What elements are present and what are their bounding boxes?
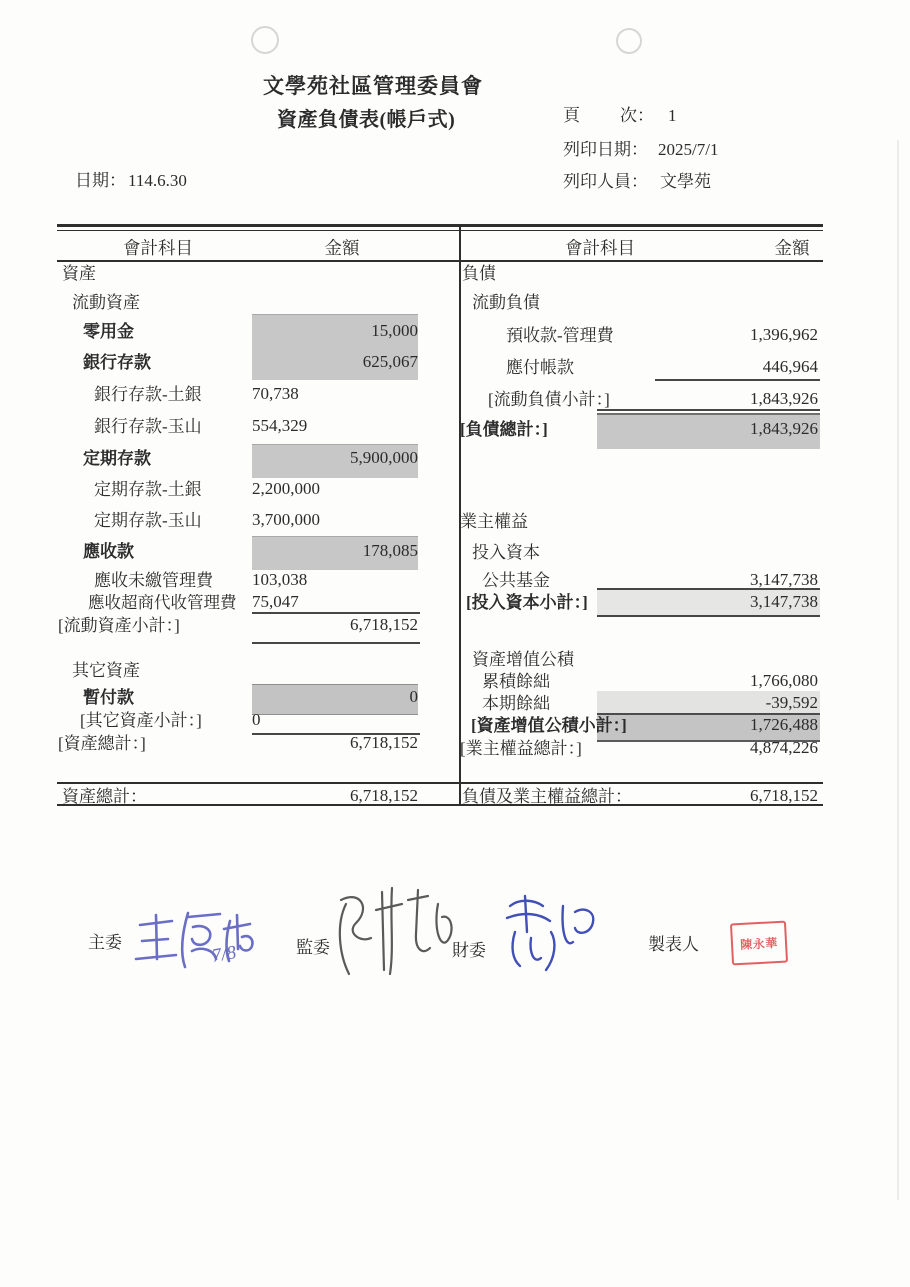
- underline-current-asset-subtotal: [252, 642, 420, 644]
- account-label: [其它資產小計：]: [80, 711, 202, 730]
- account-label: 資產增值公積: [472, 650, 574, 669]
- punch-hole-right: [616, 28, 642, 54]
- account-label: 業主權益: [460, 512, 528, 531]
- amount-value: 1,396,962: [750, 325, 818, 344]
- underline-accounts-payable: [655, 379, 820, 381]
- account-label: [流動資產小計：]: [58, 616, 180, 635]
- account-label: 定期存款: [83, 449, 151, 468]
- account-label: [負債總計：]: [460, 420, 548, 439]
- amount-value: 3,147,738: [750, 592, 818, 611]
- account-label: [流動負債小計：]: [488, 390, 610, 409]
- account-label: 應收超商代收管理費: [88, 593, 237, 612]
- amount-value: 0: [409, 687, 418, 706]
- amount-value: 6,718,152: [350, 615, 418, 634]
- page-number-value: 1: [668, 106, 677, 125]
- account-label: 預收款-管理費: [506, 326, 614, 345]
- underline-current-liability-subtotal: [597, 409, 820, 411]
- amount-value: 103,038: [252, 570, 308, 589]
- preparer-label: 製表人: [648, 935, 699, 954]
- liab-equity-total-value: 6,718,152: [750, 786, 818, 805]
- account-label: 資產: [62, 264, 96, 283]
- account-label: 銀行存款: [83, 353, 151, 372]
- amount-value: 70,738: [252, 384, 299, 403]
- print-date-value: 2025/7/1: [658, 140, 719, 159]
- amount-value: -39,592: [765, 693, 818, 712]
- preparer-stamp: [730, 921, 788, 966]
- page-number-label: 次：: [620, 106, 654, 125]
- account-label: 定期存款-玉山: [94, 511, 202, 530]
- liab-equity-total-label: 負債及業主權益總計：: [462, 787, 632, 806]
- account-label: 公共基金: [482, 571, 550, 590]
- column-header-amount-right: 金額: [774, 238, 810, 258]
- table-top-border-outer: [57, 224, 823, 227]
- column-header-amount-left: 金額: [324, 238, 360, 258]
- account-label: [資產增值公積小計：]: [471, 716, 627, 735]
- account-label: 本期餘絀: [482, 694, 550, 713]
- supervisor-signature: [330, 878, 470, 988]
- supervisor-label: 監委: [296, 938, 330, 957]
- underline-receivable-store: [252, 612, 420, 614]
- amount-value: 3,147,738: [750, 570, 818, 589]
- account-label: 應付帳款: [506, 358, 574, 377]
- account-label: 銀行存款-玉山: [94, 417, 202, 436]
- chair-signature-note: 7/8: [210, 942, 238, 967]
- amount-value: 75,047: [252, 592, 299, 611]
- amount-value: 554,329: [252, 416, 308, 435]
- account-label: [資產總計：]: [58, 734, 146, 753]
- print-user-value: 文學苑: [660, 172, 711, 191]
- print-date-label: 列印日期：: [563, 140, 648, 159]
- scan-paper-edge: [897, 140, 899, 1200]
- account-label: 流動資產: [72, 293, 140, 312]
- preparer-stamp-text: 陳永華: [739, 935, 779, 952]
- chair-label: 主委: [88, 933, 122, 952]
- amount-value: 1,726,488: [750, 715, 818, 734]
- table-total-topline: [57, 782, 823, 784]
- amount-value: 3,700,000: [252, 510, 320, 529]
- chair-signature: [130, 893, 255, 985]
- amount-value: 1,843,926: [750, 389, 818, 408]
- account-label: [業主權益總計：]: [460, 739, 582, 758]
- doc-title: 文學苑社區管理委員會: [263, 74, 483, 98]
- account-label: 負債: [462, 264, 496, 283]
- amount-value: 446,964: [762, 357, 818, 376]
- assets-total-label: 資產總計：: [62, 787, 147, 806]
- account-label: 累積餘絀: [482, 672, 550, 691]
- underline-capital-subtotal: [597, 615, 820, 617]
- account-label: 零用金: [83, 322, 134, 341]
- punch-hole-left: [251, 26, 279, 54]
- treasurer-label: 財委: [452, 941, 486, 960]
- account-label: 暫付款: [83, 688, 134, 707]
- column-header-account-left: 會計科目: [123, 238, 193, 258]
- table-top-border-inner: [57, 230, 823, 231]
- amount-value: 1,766,080: [750, 671, 818, 690]
- report-date-value: 114.6.30: [128, 171, 187, 190]
- amount-value: 2,200,000: [252, 479, 320, 498]
- account-label: 銀行存款-土銀: [94, 385, 202, 404]
- account-label: 投入資本: [472, 543, 540, 562]
- account-label: 其它資產: [72, 661, 140, 680]
- amount-value: 4,874,226: [750, 738, 818, 757]
- amount-value: 178,085: [362, 541, 418, 560]
- assets-total-value: 6,718,152: [350, 786, 418, 805]
- account-label: 定期存款-土銀: [94, 480, 202, 499]
- amount-value: 5,900,000: [350, 448, 418, 467]
- amount-value: 6,718,152: [350, 733, 418, 752]
- amount-value: 625,067: [362, 352, 418, 371]
- table-header-underline: [57, 260, 823, 262]
- account-label: 應收款: [83, 542, 134, 561]
- print-user-label: 列印人員：: [563, 172, 648, 191]
- amount-value: 1,843,926: [750, 419, 818, 438]
- account-label: 流動負債: [472, 293, 540, 312]
- account-label: 應收未繳管理費: [94, 571, 213, 590]
- treasurer-signature: [495, 888, 603, 980]
- account-label: [投入資本小計：]: [466, 593, 588, 612]
- amount-value: 0: [252, 710, 261, 729]
- doc-subtitle: 資產負債表(帳戶式): [277, 109, 456, 131]
- column-header-account-right: 會計科目: [565, 238, 635, 258]
- page-number-char: 頁: [563, 106, 580, 125]
- amount-value: 15,000: [371, 321, 418, 340]
- report-date-label: 日期：: [75, 171, 126, 190]
